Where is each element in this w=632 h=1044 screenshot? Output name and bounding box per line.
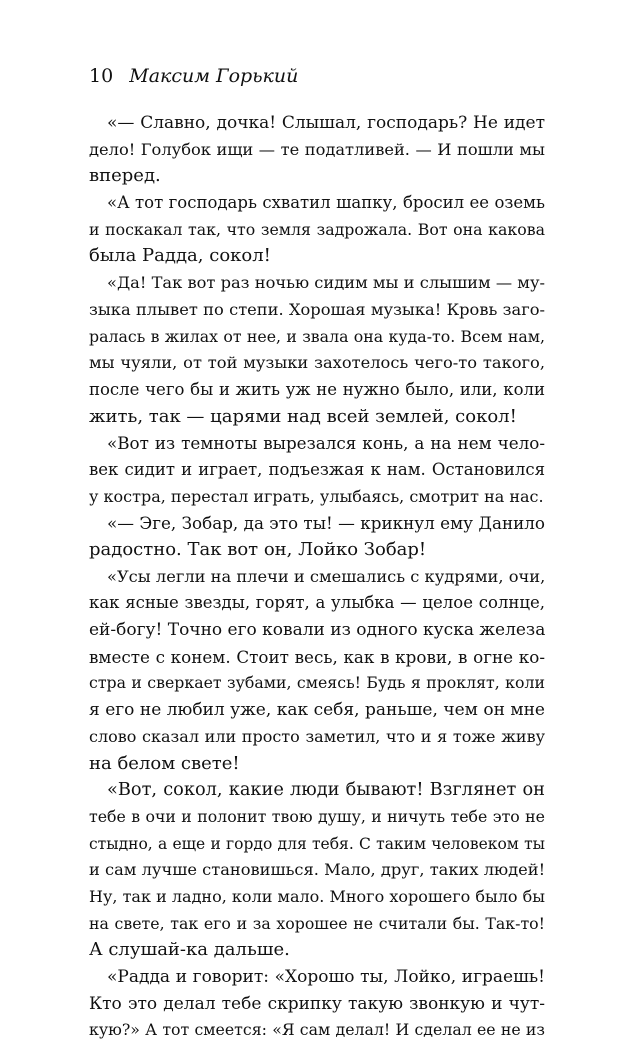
text-line: вместе с конем. Стоит весь, как в крови, в огне ко- bbox=[89, 646, 545, 667]
text-line: на белом свете! bbox=[89, 752, 240, 774]
text-line: мы чуяли, от той музыки захотелось чего-то такого, bbox=[89, 353, 545, 373]
text-line: Ну, так и ладно, коли мало. Много хорошего было бы bbox=[89, 886, 545, 906]
text-line: я его не любил уже, как себя, раньше, чем он мне bbox=[89, 700, 545, 721]
author-name: Максим Горький bbox=[129, 65, 299, 87]
text-line: была Радда, сокол! bbox=[89, 245, 271, 267]
text-line: после чего бы и жить уж не нужно было, или, коли bbox=[89, 379, 545, 399]
text-line: вперед. bbox=[89, 165, 161, 187]
text-line: тебе в очи и полонит твою душу, и ничуть тебе это не bbox=[89, 806, 545, 826]
text-line: А слушай-ка дальше. bbox=[89, 939, 290, 961]
text-line: слово сказал или просто заметил, что и я тоже живу bbox=[89, 726, 545, 746]
text-line: стра и сверкает зубами, смеясь! Будь я проклят, коли bbox=[89, 673, 545, 693]
text-line: «Радда и говорит: «Хорошо ты, Лойко, играешь! bbox=[107, 967, 545, 987]
text-line: «Вот, сокол, какие люди бывают! Взглянет он bbox=[107, 780, 545, 801]
text-line: «А тот господарь схватил шапку, бросил ее оземь bbox=[107, 193, 545, 213]
text-line: дело! Голубок ищи — те податливей. — И пошли мы bbox=[89, 139, 545, 159]
text-line: Кто это делал тебе скрипку такую звонкую и чут- bbox=[89, 993, 545, 1014]
text-line: и поскакал так, что земля задрожала. Вот она какова bbox=[89, 219, 545, 239]
text-line: стыдно, а еще и гордо для тебя. С таким человеком ты bbox=[89, 834, 545, 853]
running-head bbox=[89, 64, 298, 88]
text-line: и сам лучше становишься. Мало, друг, таких людей! bbox=[89, 860, 545, 880]
text-line: ей-богу! Точно его ковали из одного куска железа bbox=[89, 620, 545, 641]
text-line: у костра, перестал играть, улыбаясь, смотрит на нас. bbox=[89, 486, 544, 506]
text-line: «Усы легли на плечи и смешались с кудрями, очи, bbox=[107, 566, 545, 586]
text-line: век сидит и играет, подъезжая к нам. Остановился bbox=[89, 459, 545, 479]
text-line: «Да! Так вот раз ночью сидим мы и слышим — му- bbox=[107, 273, 545, 293]
body-text bbox=[89, 110, 545, 1044]
text-line: кую?» А тот смеется: «Я сам делал! И сделал ее не из bbox=[89, 1020, 545, 1040]
text-line: «— Славно, дочка! Слышал, господарь? Не идет bbox=[107, 113, 545, 133]
text-line: радостно. Так вот он, Лойко Зобар! bbox=[89, 539, 427, 560]
text-line: «— Эге, Зобар, да это ты! — крикнул ему Данило bbox=[107, 513, 545, 534]
page-number: 10 bbox=[89, 65, 114, 87]
text-line: на свете, так его и за хорошее не считали бы. Так-то! bbox=[89, 913, 545, 933]
text-line: «Вот из темноты вырезался конь, а на нем чело- bbox=[107, 433, 545, 454]
text-line: зыка плывет по степи. Хорошая музыка! Кровь заго- bbox=[89, 299, 545, 319]
text-line: как ясные звезды, горят, а улыбка — целое солнце, bbox=[89, 593, 545, 613]
text-line: жить, так — царями над всей землей, сокол! bbox=[89, 405, 517, 427]
text-line: ралась в жилах от нее, и звала она куда-то. Всем нам, bbox=[89, 326, 545, 346]
